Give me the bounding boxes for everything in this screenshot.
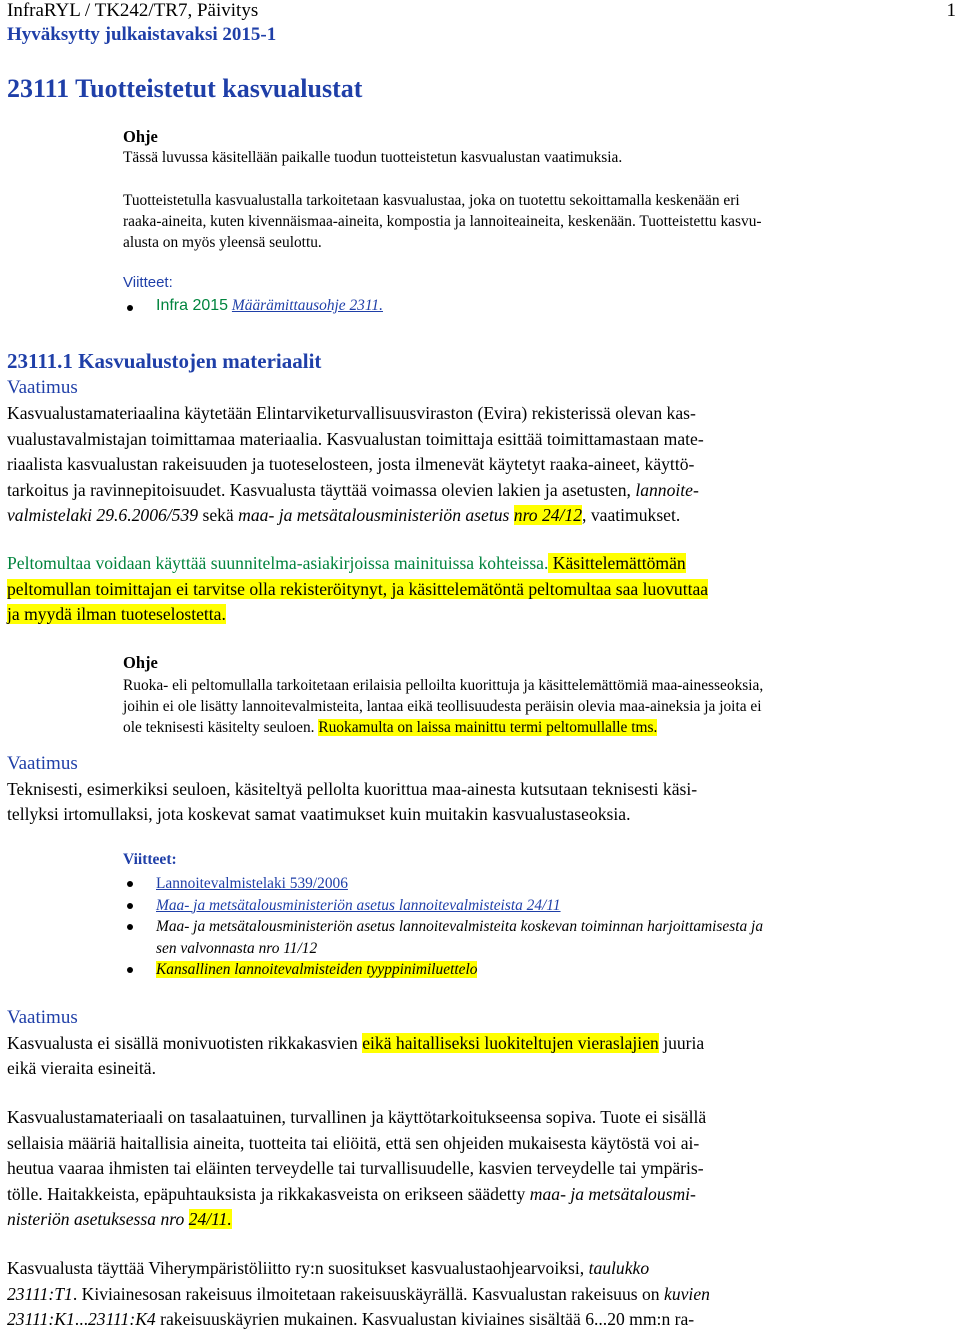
text-line bbox=[7, 1207, 957, 1233]
bullet-icon bbox=[127, 903, 133, 909]
bullet-icon bbox=[127, 305, 133, 311]
text-line bbox=[7, 551, 957, 577]
text-line: sellaisia määriä haitallisia aineita, tuotteita tai eliöitä, että sen ohjeiden mukaisesta käytöstä voi ai- bbox=[7, 1132, 700, 1153]
text-run: Kasvualusta täyttää Viherympäristöliitto ry:n suositukset kasvualustaohjearvoiksi, bbox=[7, 1258, 589, 1278]
reference-link[interactable]: Lannoitevalmistelaki 539/2006 bbox=[156, 875, 348, 892]
text-line: Teknisesti, esimerkiksi seuloen, käsiteltyä pellolta kuorittua maa-ainesta kutsutaan teknisesti käsi- bbox=[7, 778, 698, 799]
header-doc-id: InfraRYL / TK242/TR7, Päivitys bbox=[7, 0, 259, 21]
text-line bbox=[7, 602, 957, 628]
text-line bbox=[7, 1182, 957, 1208]
reference-prefix: Infra 2015 bbox=[156, 297, 229, 314]
text-line bbox=[7, 503, 957, 529]
text-run: nisteriön asetuksessa nro bbox=[7, 1209, 189, 1230]
text-line bbox=[7, 478, 957, 504]
text-run: Peltomultaa voidaan käyttää suunnitelma-asiakirjoissa mainituissa kohteissa. bbox=[7, 553, 549, 573]
text-line: heutua vaaraa ihmisten tai eläinten terveydelle tai turvallisuudelle, kasvien terveydelle tai ympäris- bbox=[7, 1158, 704, 1179]
ohje-block-1 bbox=[123, 126, 953, 168]
text-line: Kasvualustamateriaali on tasalaatuinen, turvallinen ja käyttötarkoitukseensa sopiva. Tuote ei sisällä bbox=[7, 1107, 707, 1127]
text-run: ... bbox=[74, 1309, 88, 1330]
reference-text: sen valvonnasta nro 11/12 bbox=[156, 939, 318, 957]
reference-link[interactable]: Maa- ja metsätalousministeriön asetus lannoitevalmisteista 24/11 bbox=[156, 896, 561, 914]
highlighted-text: nro 24/12 bbox=[513, 505, 583, 526]
text-run: tölle. Haitakkeista, epäpuhtauksista ja rikkakasveista on erikseen säädetty bbox=[7, 1183, 530, 1204]
viitteet-label: Viitteet: bbox=[123, 851, 177, 868]
bullet-icon bbox=[127, 967, 133, 973]
bullet-icon bbox=[127, 924, 133, 930]
ohje-text bbox=[123, 717, 953, 738]
text-line: tellyksi irtomullaksi, jota koskevat samat vaatimukset kuin muitakin kasvualustaseoksia. bbox=[7, 804, 631, 825]
text-run: ole teknisesti käsitelty seuloen. bbox=[123, 719, 319, 736]
ohje-block-2 bbox=[123, 651, 953, 738]
text-run: , vaatimukset. bbox=[582, 505, 681, 526]
text-run: Kasvualusta ei sisällä monivuotisten rikkakasvien bbox=[7, 1032, 363, 1053]
highlighted-text: Ruokamulta on laissa mainittu termi peltomullalle tms. bbox=[318, 719, 658, 736]
text-run: juuria bbox=[658, 1032, 705, 1053]
quality-paragraph bbox=[7, 1105, 957, 1233]
list-item bbox=[123, 959, 763, 981]
list-item-continuation bbox=[123, 938, 763, 960]
text-run: kuvien bbox=[664, 1283, 710, 1304]
peltomulta-paragraph bbox=[7, 551, 957, 628]
text-run: 23111:T1 bbox=[7, 1283, 73, 1304]
highlighted-text: Kansallinen lannoitevalmisteiden tyyppinimiluettelo bbox=[156, 961, 478, 978]
vaatimus-paragraph-1 bbox=[7, 401, 957, 529]
text-run: . Kiviainesosan rakeisuus ilmoitetaan rakeisuuskäyrällä. Kasvualustan rakeisuus on bbox=[72, 1283, 665, 1304]
ohje-text: raaka-aineita, kuten kivennäismaa-aineita, kompostia ja lannoiteaineita, keskenään. Tuotteistettu kasvu- bbox=[123, 213, 762, 230]
text-run: taulukko bbox=[588, 1258, 650, 1278]
vaatimus-label: Vaatimus bbox=[7, 1007, 78, 1028]
header-approval-status: Hyväksytty julkaistavaksi 2015-1 bbox=[7, 24, 277, 45]
text-line bbox=[7, 1282, 957, 1308]
ohje-text: alusta on myös yleensä seulottu. bbox=[123, 234, 322, 251]
list-item[interactable] bbox=[123, 895, 763, 917]
text-run: valmistelaki 29.6. bbox=[7, 505, 132, 526]
text-line: vualustavalmistajan toimittamaa materiaalia. Kasvualustan toimittaja esittää toimittamastaan mate- bbox=[7, 428, 704, 449]
ohje-text: joihin ei ole lisätty lannoitevalmisteita, lantaa eikä teollisuudesta peräisin olevia maa-aineksia ja joita ei bbox=[123, 698, 762, 715]
ohje-text: Ruoka- eli peltomullalla tarkoitetaan erilaisia pelloilta kuorittuja ja käsittelemättömiä maa-ainesseoksia, bbox=[123, 677, 764, 694]
text-line: Kasvualustamateriaalina käytetään Elintarviketurvallisuusviraston (Evira) rekisterissä olevan kas- bbox=[7, 403, 696, 423]
vaatimus-label: Vaatimus bbox=[7, 753, 78, 774]
list-item[interactable] bbox=[123, 873, 763, 895]
highlighted-text: eikä haitalliseksi luokiteltujen vieraslajien bbox=[362, 1032, 659, 1053]
text-line bbox=[7, 1256, 957, 1282]
text-run: tarkoitus ja ravinnepitoisuudet. Kasvualusta täyttää voimassa olevien lakien ja asetusten, bbox=[7, 479, 636, 500]
text-run: rakeisuuskäyrien mukainen. Kasvualustan kiviaines sisältää 6...20 mm:n ra- bbox=[155, 1309, 695, 1330]
text-line bbox=[7, 1031, 957, 1057]
page-number: 1 bbox=[946, 0, 956, 21]
text-run: sekä bbox=[198, 505, 239, 526]
text-run: lannoite- bbox=[635, 479, 699, 500]
text-run: 23111:K4 bbox=[87, 1309, 156, 1330]
vaatimus-label bbox=[7, 375, 957, 401]
viitteet-label: Viitteet: bbox=[123, 274, 173, 291]
text-line: riaalista kasvualustan rakeisuuden ja tuoteselosteen, josta ilmenevät käytetyt raaka-aineet, käyttö- bbox=[7, 454, 695, 475]
highlighted-text: ja myydä ilman tuoteselostetta. bbox=[7, 604, 226, 625]
vaatimus-label-text: Vaatimus bbox=[7, 377, 78, 398]
text-line bbox=[7, 1307, 957, 1333]
text-line bbox=[7, 577, 957, 603]
ohje-label: Ohje bbox=[123, 653, 158, 672]
highlighted-text: 24/11. bbox=[188, 1209, 232, 1230]
page-title: 23111 Tuotteistetut kasvualustat bbox=[7, 74, 363, 103]
ohje-text: Tuotteistetulla kasvualustalla tarkoitetaan kasvualustaa, joka on tuotettu sekoittamalla keskenään eri bbox=[123, 192, 740, 209]
text-run: maa- ja metsätalousmi- bbox=[529, 1183, 696, 1204]
text-line: eikä vieraita esineitä. bbox=[7, 1058, 156, 1079]
recommendation-paragraph bbox=[7, 1256, 957, 1333]
bullet-icon bbox=[127, 881, 133, 887]
ohje-text: Tässä luvussa käsitellään paikalle tuodun tuotteistetun kasvualustan vaatimuksia. bbox=[123, 149, 623, 166]
ohje-block-1-paragraph bbox=[123, 190, 953, 253]
text-run: 2006/539 bbox=[131, 505, 199, 526]
section-heading: 23111.1 Kasvualustojen materiaalit bbox=[7, 349, 322, 373]
reference-link[interactable]: Määrämittausohje 2311. bbox=[231, 297, 383, 314]
text-run: 23111:K1 bbox=[7, 1309, 75, 1330]
reference-list-1 bbox=[123, 297, 383, 315]
list-item bbox=[123, 297, 383, 315]
ohje-label: Ohje bbox=[123, 127, 158, 146]
text-run: maa- ja metsätalousministeriön asetus bbox=[238, 505, 510, 526]
vaatimus-block-3 bbox=[7, 1005, 957, 1082]
highlighted-text: Käsittelemättömän bbox=[548, 553, 686, 573]
reference-text: Maa- ja metsätalousministeriön asetus lannoitevalmisteita koskevan toiminnan harjoittamisesta ja bbox=[156, 918, 764, 935]
highlighted-text: peltomullan toimittajan ei tarvitse olla rekisteröitynyt, ja käsittelemätöntä peltomultaa saa luovuttaa bbox=[7, 578, 709, 599]
list-item bbox=[123, 916, 763, 938]
reference-list-2 bbox=[123, 873, 763, 981]
vaatimus-block-2 bbox=[7, 751, 957, 828]
